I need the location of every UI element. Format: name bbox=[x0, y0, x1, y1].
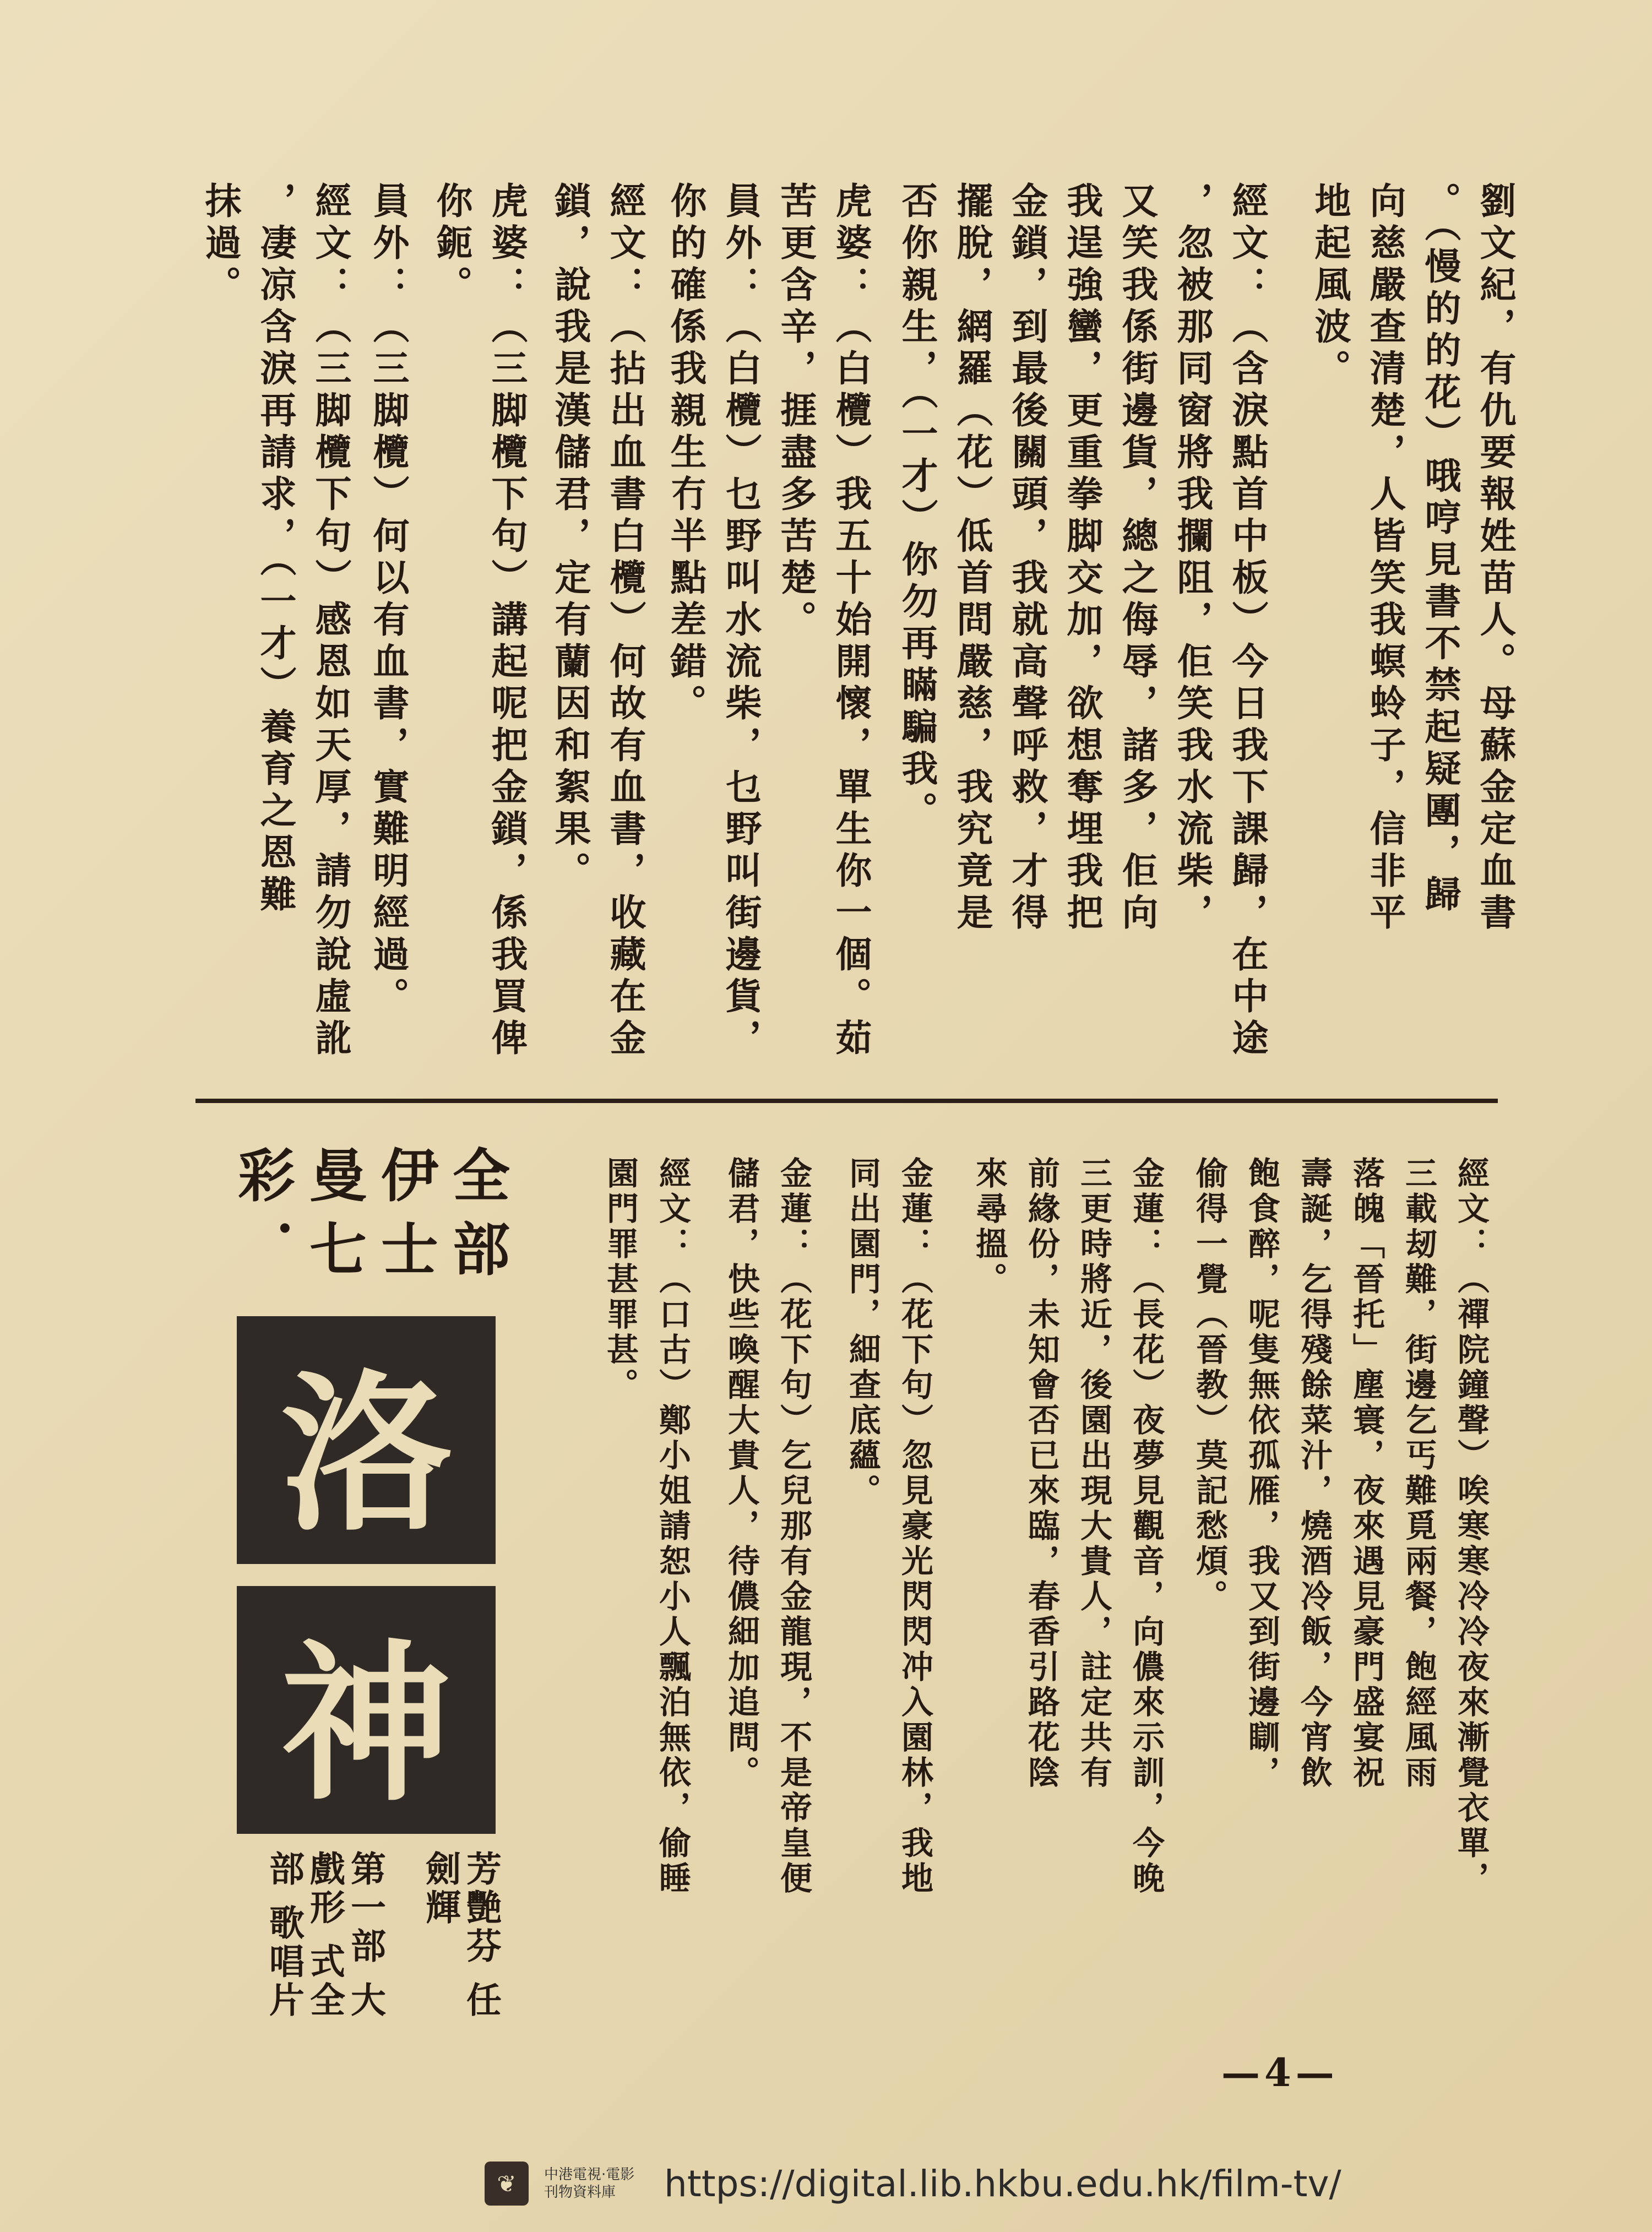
text-column: ，凄凉含淚再請求，（一才）養育之恩難 bbox=[254, 182, 297, 917]
text-column: 員外：（三脚欖）何以有血書，實難明經過。 bbox=[367, 182, 410, 1019]
ad-headline: 彩． bbox=[228, 1145, 296, 1293]
text-column: 。（慢的的花）哦哼見書不禁起疑團，歸 bbox=[1419, 182, 1461, 917]
text-column: 你的確係我親生冇半點差錯。 bbox=[664, 182, 707, 726]
text-column: 三載刼難，街邊乞丐難覓兩餐，飽經風雨 bbox=[1400, 1156, 1437, 1791]
ad-description: 第一部 大戲形 式全部 歌唱片 bbox=[263, 1850, 386, 2021]
page-number: —4— bbox=[1221, 2050, 1339, 2095]
text-column: 虎婆：（三脚欖下句）講起呢把金鎖，係我買俾 bbox=[485, 182, 528, 1061]
text-column: 金蓮：（花下句）忽見豪光閃閃冲入園林，我地 bbox=[896, 1156, 933, 1897]
library-logo-icon: ❦ bbox=[485, 2162, 529, 2206]
text-column: 地起風波。 bbox=[1308, 182, 1351, 391]
text-column: 經文：（拈出血書白欖）何故有血書，收藏在金 bbox=[604, 182, 646, 1061]
text-column: 又笑我係街邊貨，總之侮辱，諸多，佢向 bbox=[1116, 182, 1159, 935]
text-column: 三更時將近，後園出現大貴人，註定共有 bbox=[1075, 1156, 1112, 1791]
source-link[interactable]: https://digital.lib.hkbu.edu.hk/film-tv/ bbox=[664, 2162, 1341, 2205]
text-column: 經文：（口古）鄭小姐請恕小人飄泊無依，偷睡 bbox=[654, 1156, 691, 1897]
text-column: 落魄「晉托」塵寰，夜來遇見豪門盛宴祝 bbox=[1347, 1156, 1385, 1791]
film-advertisement bbox=[193, 1134, 523, 2060]
text-column: 我逞強蠻，更重拳脚交加，欲想奪埋我把 bbox=[1061, 182, 1104, 935]
film-title-char: 神 bbox=[281, 1624, 452, 1824]
text-column: 苦更含辛，捱盡多苦楚。 bbox=[774, 182, 817, 642]
text-column: ，忽被那同窗將我攔阻，佢笑我水流柴， bbox=[1171, 182, 1214, 935]
text-column: 鎖，說我是漢儲君，定有蘭因和絮果。 bbox=[548, 182, 591, 893]
ad-stars: 芳艷芬 任劍輝 bbox=[420, 1850, 502, 2021]
text-column: 向慈嚴查清楚，人皆笑我螟蛉子，信非平 bbox=[1363, 182, 1406, 935]
film-title-block bbox=[237, 1586, 496, 1834]
text-column: 擺脫，網羅（花）低首問嚴慈，我究竟是 bbox=[950, 182, 993, 935]
text-column: 虎婆：（白欖）我五十始開懷，單生你一個。茹 bbox=[829, 182, 872, 1061]
ad-headline: 全部 bbox=[443, 1145, 510, 1293]
text-column: 壽誕，乞得殘餘菜汁，燒酒冷飯，今宵飲 bbox=[1295, 1156, 1333, 1791]
ad-headline: 曼七 bbox=[300, 1145, 367, 1293]
text-column: 金鎖，到最後關頭，我就高聲呼救，才得 bbox=[1006, 182, 1048, 935]
footer-org: 中港電視·電影 刊物資料庫 bbox=[544, 2166, 635, 2201]
film-title-char: 洛 bbox=[281, 1354, 452, 1555]
text-column: 金蓮：（花下句）乞兒那有金龍現，不是帝皇便 bbox=[775, 1156, 812, 1897]
text-column: 園門罪甚罪甚。 bbox=[601, 1156, 639, 1403]
text-column: 來尋搵。 bbox=[970, 1156, 1008, 1297]
text-column: 劉文紀，有仇要報姓苗人。母蘇金定血書 bbox=[1474, 182, 1517, 935]
text-column: 偷得一覺（晉教）莫記愁煩。 bbox=[1191, 1156, 1228, 1615]
text-column: 經文：（三脚欖下句）感恩如天厚，請勿說虛訛 bbox=[309, 182, 352, 1061]
text-column: 抹過。 bbox=[199, 182, 242, 307]
text-column: 你鈪。 bbox=[430, 182, 473, 307]
text-column: 同出園門，細查底蘊。 bbox=[844, 1156, 881, 1509]
source-footer bbox=[485, 2162, 1341, 2206]
text-column: 飽食醉，呢隻無依孤雁，我又到街邊瞓， bbox=[1243, 1156, 1280, 1791]
film-title-block bbox=[237, 1316, 496, 1564]
text-column: 經文：（含淚點首中板）今日我下課歸，在中途 bbox=[1226, 182, 1269, 1061]
text-column: 員外：（白欖）乜野叫水流柴，乜野叫街邊貨， bbox=[719, 182, 762, 1061]
section-divider bbox=[195, 1099, 1498, 1103]
ad-headline: 伊士 bbox=[371, 1145, 439, 1293]
text-column: 儲君，快些喚醒大貴人，待儂細加追問。 bbox=[722, 1156, 760, 1791]
text-column: 金蓮：（長花）夜夢見觀音，向儂來示訓，今晚 bbox=[1127, 1156, 1165, 1897]
text-column: 經文：（禪院鐘聲）唉寒寒冷冷夜來漸覺衣單， bbox=[1452, 1156, 1490, 1897]
text-column: 前緣份，未知會否已來臨，春香引路花陰 bbox=[1023, 1156, 1060, 1791]
text-column: 否你親生，（一才）你勿再瞞騙我。 bbox=[895, 182, 938, 833]
